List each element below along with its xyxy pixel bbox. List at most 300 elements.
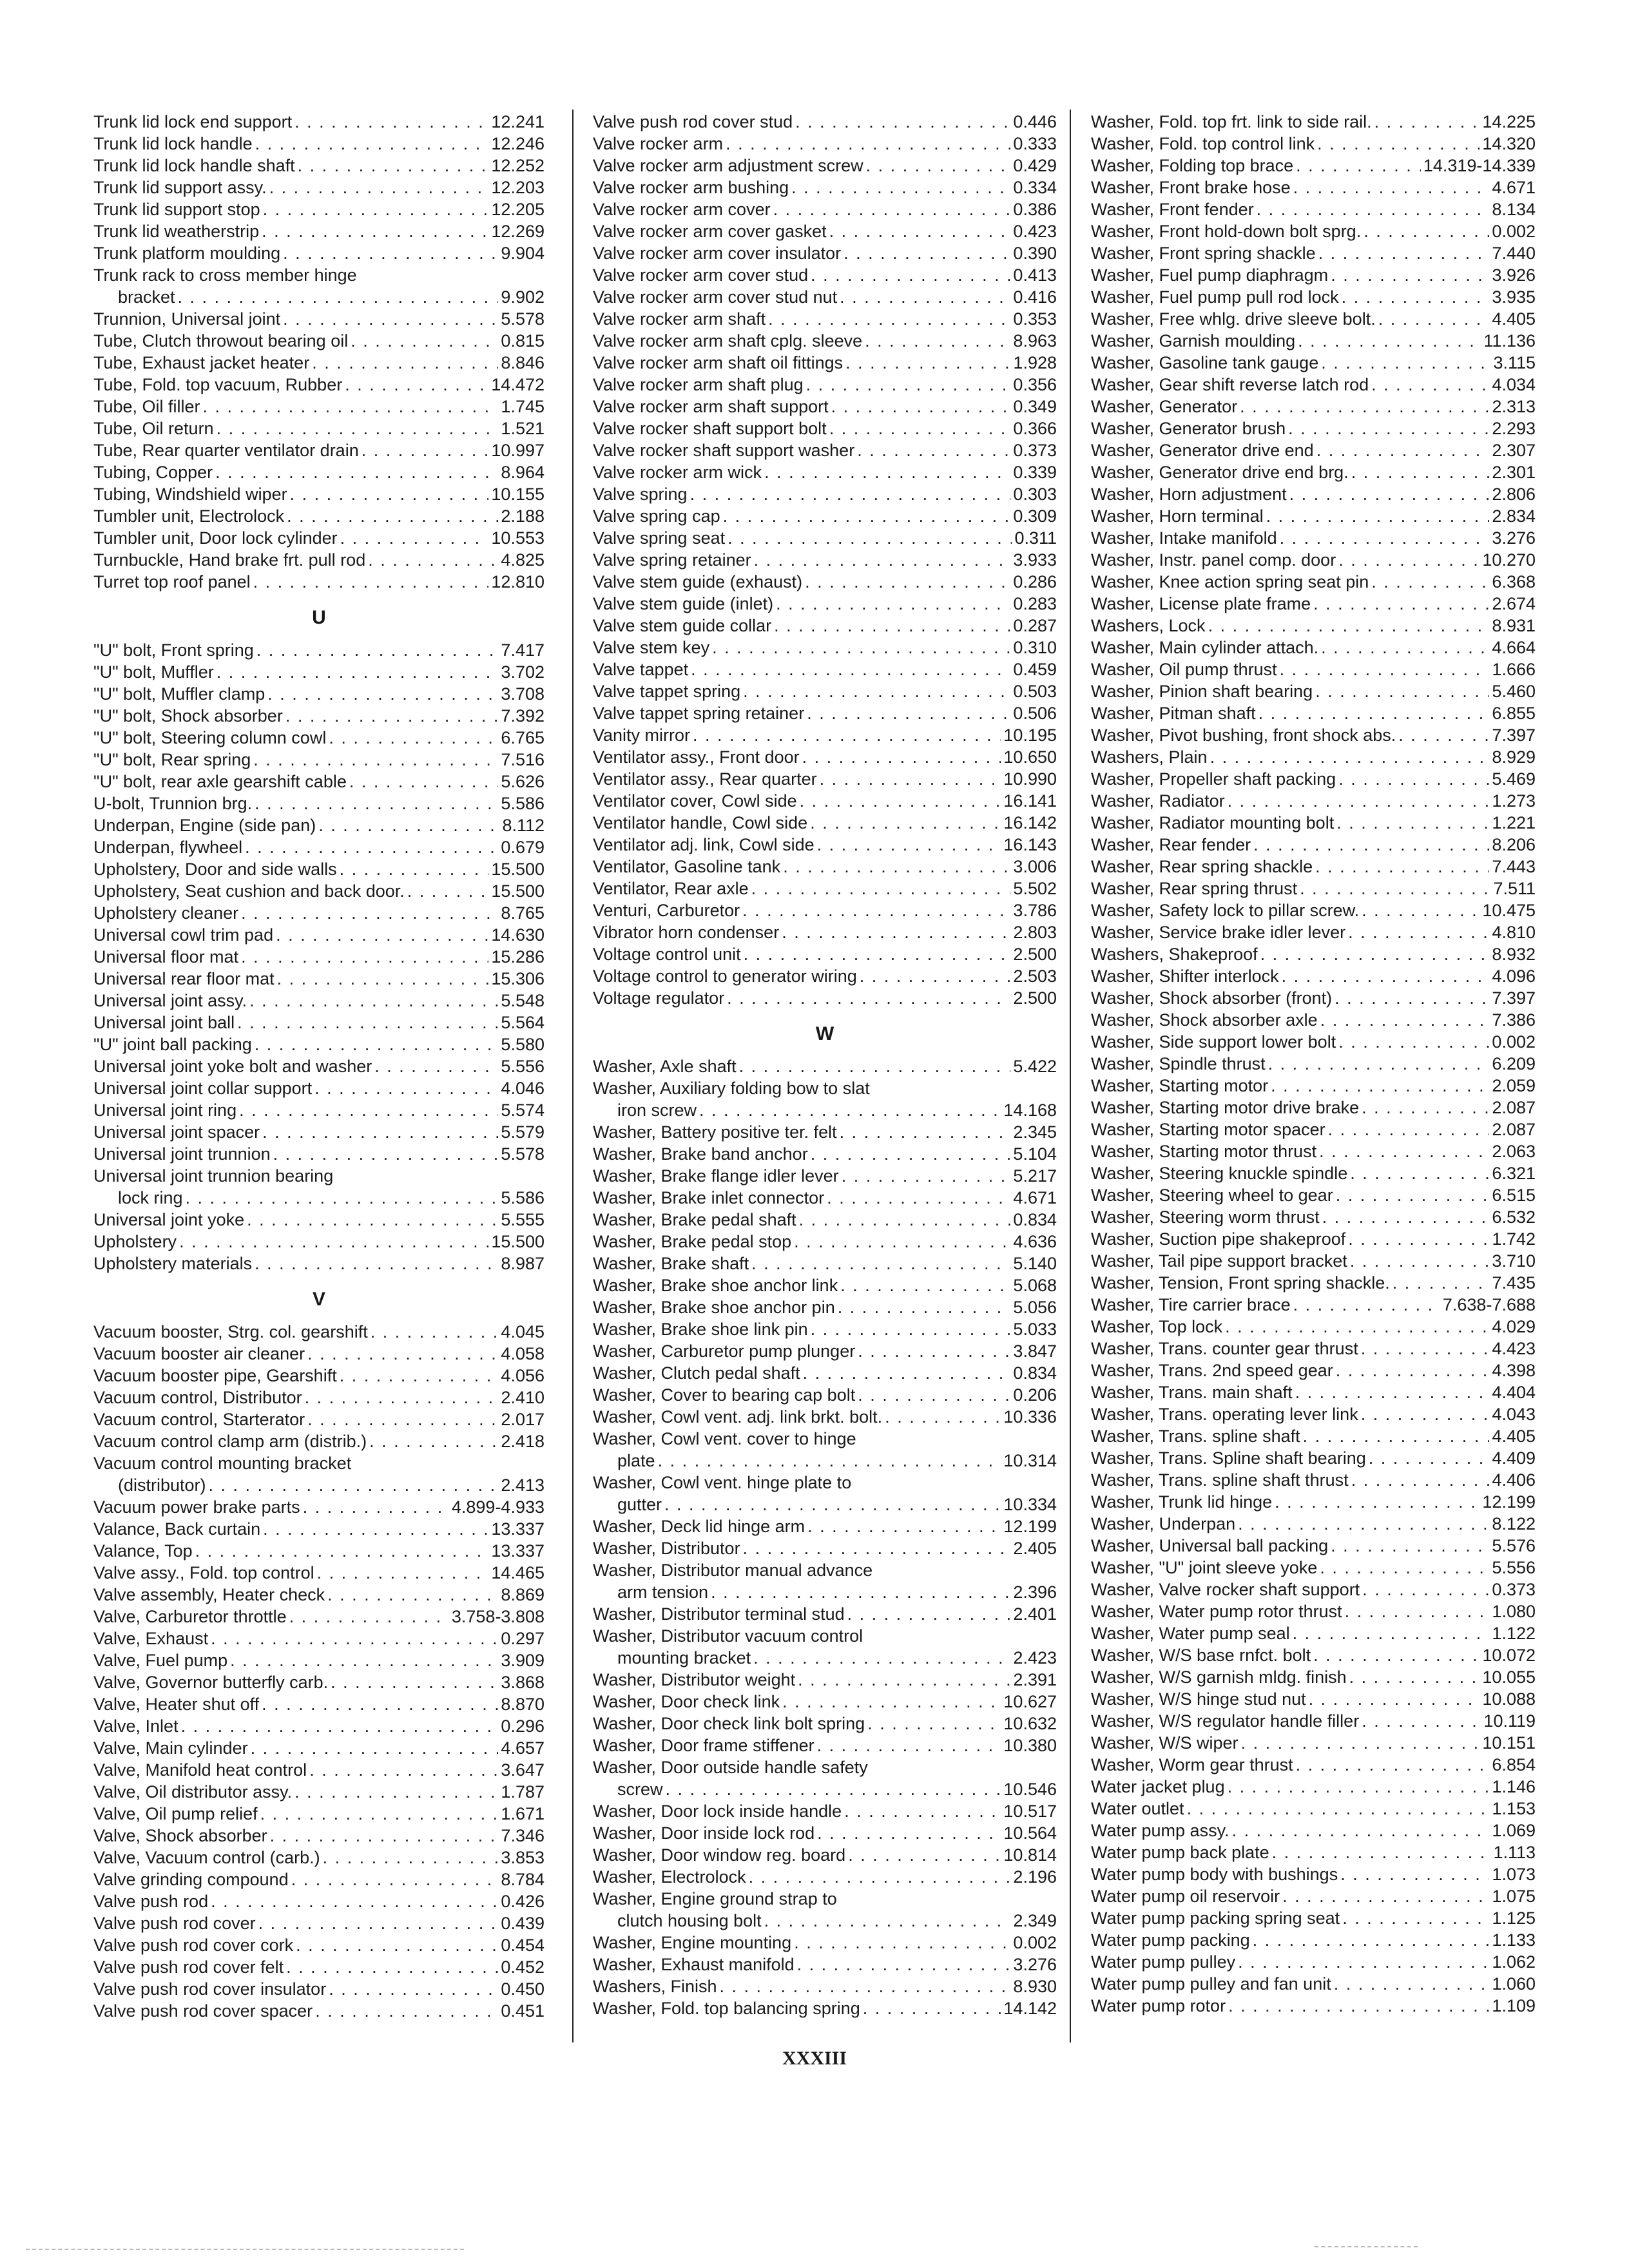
index-entry xyxy=(593,1187,1057,1209)
dot-leader xyxy=(1328,1119,1490,1140)
entry-name: Washer, Door window reg. board xyxy=(593,1845,846,1865)
dot-leader xyxy=(1335,987,1489,1009)
part-number: 0.429 xyxy=(1013,156,1057,175)
index-entry xyxy=(1091,1579,1536,1600)
part-number: 5.578 xyxy=(501,1144,545,1164)
part-number: 2.307 xyxy=(1492,441,1536,460)
dot-leader xyxy=(845,352,1010,374)
dot-leader xyxy=(658,1450,1001,1472)
index-entry-continued: Washer, Engine ground strap to xyxy=(593,1889,837,1908)
dot-leader xyxy=(1318,242,1490,264)
part-number: 14.472 xyxy=(491,375,545,394)
dot-leader xyxy=(1315,680,1489,702)
entry-name: Voltage regulator xyxy=(593,988,725,1008)
part-number: 5.556 xyxy=(1492,1558,1536,1577)
part-number: 0.333 xyxy=(1013,134,1057,153)
index-entry xyxy=(1091,1688,1536,1710)
index-entry xyxy=(593,987,1057,1009)
part-number: 15.306 xyxy=(491,969,545,988)
entry-name: Valve, Heater shut off xyxy=(93,1695,260,1714)
dot-leader xyxy=(303,1496,449,1518)
part-number: 2.500 xyxy=(1013,945,1057,964)
entry-name: Vacuum control, Starterator xyxy=(93,1410,305,1429)
entry-name: Washer, Shifter interlock xyxy=(1091,966,1279,986)
index-entry xyxy=(1091,155,1536,177)
entry-name: Washer, Brake shoe anchor link xyxy=(593,1276,838,1295)
part-number: 6.765 xyxy=(501,728,545,747)
entry-name: Washer, Trans. spline shaft thrust xyxy=(1091,1470,1349,1490)
entry-name: Vacuum control clamp arm (distrib.) xyxy=(93,1432,367,1451)
dot-leader xyxy=(820,768,1001,790)
part-number: 4.406 xyxy=(1492,1470,1536,1490)
dot-leader xyxy=(773,198,1011,220)
dot-leader xyxy=(728,527,1012,549)
part-number: 7.417 xyxy=(501,640,545,660)
dot-leader xyxy=(805,571,1010,593)
part-number: 14.319-14.339 xyxy=(1423,156,1536,175)
index-entry xyxy=(1091,680,1536,702)
part-number: 6.532 xyxy=(1492,1207,1536,1227)
index-entry xyxy=(1091,1841,1536,1863)
part-number: 16.142 xyxy=(1003,813,1057,832)
entry-name: "U" joint ball packing xyxy=(93,1035,252,1054)
part-number: 10.553 xyxy=(491,528,545,548)
index-entry xyxy=(93,1099,545,1121)
dot-leader xyxy=(799,1209,1011,1231)
dot-leader xyxy=(361,439,489,461)
entry-name: Washer, Radiator mounting bolt xyxy=(1091,813,1335,832)
index-entry xyxy=(93,1649,545,1671)
part-number: 3.276 xyxy=(1492,528,1536,548)
dot-leader xyxy=(287,505,498,527)
entry-name: Washer, Shock absorber (front) xyxy=(1091,988,1333,1008)
part-number: 1.069 xyxy=(1492,1821,1536,1840)
index-entry xyxy=(1091,1294,1536,1316)
part-number: 0.679 xyxy=(501,838,545,857)
part-number: 7.435 xyxy=(1492,1273,1536,1293)
entry-name: Valve push rod cover cork xyxy=(93,1936,294,1955)
dot-leader xyxy=(1336,812,1489,834)
index-entry xyxy=(1091,571,1536,593)
part-number: 7.397 xyxy=(1492,726,1536,745)
dot-leader xyxy=(276,924,488,946)
dot-leader xyxy=(273,1143,499,1165)
entry-name: Ventilator cover, Cowl side xyxy=(593,791,797,811)
dot-leader xyxy=(1331,264,1489,286)
index-entry xyxy=(93,1343,545,1365)
part-number: 2.418 xyxy=(501,1432,545,1451)
part-number: 0.356 xyxy=(1013,375,1057,394)
part-number: 5.502 xyxy=(1013,879,1057,898)
part-number: 0.426 xyxy=(501,1892,545,1911)
part-number: 8.765 xyxy=(501,903,545,923)
dot-leader xyxy=(840,286,1010,308)
entry-name: Upholstery, Door and side walls xyxy=(93,860,337,879)
part-number: 0.334 xyxy=(1013,178,1057,197)
part-number: 1.521 xyxy=(501,419,545,438)
entry-name: Water pump packing spring seat xyxy=(1091,1908,1340,1928)
dot-leader xyxy=(211,1890,498,1912)
part-number: 2.401 xyxy=(1013,1604,1057,1624)
part-number: 8.930 xyxy=(1013,1977,1057,1996)
index-entry xyxy=(1091,1973,1536,1995)
entry-name: Washer, Folding top brace xyxy=(1091,156,1294,175)
index-entry xyxy=(1091,1644,1536,1666)
dot-leader xyxy=(1362,1579,1489,1600)
index-entry xyxy=(593,461,1057,483)
dot-leader xyxy=(1296,1754,1490,1776)
dot-leader xyxy=(290,483,489,505)
dot-leader xyxy=(1313,593,1489,615)
part-number: 10.155 xyxy=(491,485,545,504)
entry-name: Washer, Trans. 2nd speed gear xyxy=(1091,1361,1333,1380)
index-entry xyxy=(93,483,545,505)
index-entry xyxy=(93,1055,545,1077)
entry-name: Washer, Valve rocker shaft support xyxy=(1091,1580,1360,1599)
dot-leader xyxy=(298,155,489,177)
part-number: 14.168 xyxy=(1003,1100,1057,1120)
dot-leader xyxy=(317,1562,489,1584)
index-entry xyxy=(1091,1447,1536,1469)
part-number: 2.059 xyxy=(1492,1076,1536,1095)
entry-name: Washer, Trans. operating lever link xyxy=(1091,1405,1358,1424)
part-number: 0.310 xyxy=(1013,638,1057,657)
dot-leader xyxy=(753,1647,1010,1669)
part-number: 3.006 xyxy=(1013,857,1057,876)
dot-leader xyxy=(726,133,1010,155)
entry-name: Valve, Main cylinder xyxy=(93,1738,248,1758)
entry-name: Valve rocker arm shaft plug xyxy=(593,375,804,394)
index-entry xyxy=(1091,1228,1536,1250)
entry-name: Vacuum power brake parts xyxy=(93,1497,300,1517)
dot-leader xyxy=(283,242,498,264)
dot-leader xyxy=(807,702,1010,724)
entry-name: Washer, Door check link xyxy=(593,1692,780,1711)
index-entry xyxy=(93,771,545,793)
index-entry xyxy=(593,965,1057,987)
part-number: 5.068 xyxy=(1013,1276,1057,1295)
dot-leader xyxy=(764,461,1010,483)
index-entry xyxy=(1091,746,1536,768)
index-entry xyxy=(1091,1776,1536,1798)
entry-name: Vanity mirror xyxy=(593,726,691,745)
dot-leader xyxy=(1331,1535,1489,1557)
dot-leader xyxy=(1320,1009,1490,1031)
part-number: 0.206 xyxy=(1013,1385,1057,1405)
entry-name: Washer, Brake pedal shaft xyxy=(593,1210,796,1229)
index-entry xyxy=(593,593,1057,615)
index-entry xyxy=(93,418,545,439)
entry-name: Washer, Rear fender xyxy=(1091,835,1251,854)
part-number: 5.555 xyxy=(501,1210,545,1229)
entry-name: Valve rocker arm shaft support xyxy=(593,397,829,416)
entry-name: Washer, Door frame stiffener xyxy=(593,1736,815,1755)
part-number: 1.745 xyxy=(501,397,545,416)
entry-name: Washer, W/S regulator handle filler xyxy=(1091,1711,1360,1731)
index-entry xyxy=(93,1956,545,1978)
dot-leader xyxy=(1334,1973,1490,1995)
index-entry xyxy=(93,571,545,593)
part-number: 10.270 xyxy=(1482,550,1536,570)
dot-leader xyxy=(255,1033,499,1055)
index-entry xyxy=(1091,1863,1536,1885)
part-number: 0.286 xyxy=(1013,572,1057,591)
dot-leader xyxy=(263,1518,488,1540)
dot-leader xyxy=(263,198,489,220)
entry-name: Vacuum booster, Strg. col. gearshift xyxy=(93,1322,368,1341)
index-entry xyxy=(93,1121,545,1143)
entry-name: Washer, Steering knuckle spindle xyxy=(1091,1164,1348,1183)
entry-name: Valve, Vacuum control (carb.) xyxy=(93,1848,320,1867)
dot-leader xyxy=(817,1735,1001,1756)
dot-leader xyxy=(1282,965,1490,987)
entry-name: Washer, Side support lower bolt xyxy=(1091,1032,1336,1052)
dot-leader xyxy=(840,1121,1011,1143)
index-entry xyxy=(1091,1754,1536,1776)
dot-leader xyxy=(885,1406,1001,1428)
entry-name: iron screw xyxy=(617,1100,697,1120)
dot-leader xyxy=(831,396,1011,418)
index-entry-continued: Washer, Distributor manual advance xyxy=(593,1561,873,1580)
index-entry xyxy=(593,680,1057,702)
index-entry xyxy=(1091,1798,1536,1820)
part-number: 0.446 xyxy=(1013,112,1057,131)
part-number: 1.075 xyxy=(1492,1887,1536,1906)
index-entry xyxy=(593,834,1057,856)
entry-name: Water jacket plug xyxy=(1091,1777,1225,1796)
entry-name: Washer, Propeller shaft packing xyxy=(1091,769,1336,789)
index-entry xyxy=(1091,1338,1536,1360)
part-number: 3.933 xyxy=(1013,550,1057,570)
dot-leader xyxy=(802,746,1001,768)
dot-leader xyxy=(209,1474,499,1496)
dot-leader xyxy=(838,1296,1011,1318)
dot-leader xyxy=(371,1321,499,1343)
dot-leader xyxy=(294,1781,498,1803)
dot-leader xyxy=(699,1099,1001,1121)
dot-leader xyxy=(1362,899,1480,921)
index-entry xyxy=(1091,1710,1536,1732)
index-entry xyxy=(593,1691,1057,1713)
part-number: 2.674 xyxy=(1492,594,1536,613)
dot-leader xyxy=(800,790,1001,812)
index-entry xyxy=(93,1847,545,1869)
part-number: 8.869 xyxy=(501,1585,545,1604)
index-entry xyxy=(1091,549,1536,571)
index-entry xyxy=(93,836,545,858)
index-entry xyxy=(93,1496,545,1518)
index-entry xyxy=(1091,1381,1536,1403)
index-entry xyxy=(593,483,1057,505)
part-number: 15.500 xyxy=(491,860,545,879)
part-number: 0.349 xyxy=(1013,397,1057,416)
entry-name: Valve assy., Fold. top control xyxy=(93,1563,314,1582)
index-entry xyxy=(93,1430,545,1452)
dot-leader xyxy=(217,418,499,439)
index-entry xyxy=(93,880,545,902)
part-number: 2.063 xyxy=(1492,1142,1536,1161)
index-entry-continued: Vacuum control mounting bracket xyxy=(93,1454,352,1473)
dot-leader xyxy=(1280,527,1490,549)
dot-leader xyxy=(1208,615,1490,637)
entry-name: Universal joint yoke bolt and washer xyxy=(93,1057,372,1076)
index-entry xyxy=(1091,1995,1536,2017)
entry-name: Valve spring xyxy=(593,485,688,504)
part-number: 7.440 xyxy=(1492,244,1536,263)
section-letter-heading: W xyxy=(815,1023,834,1044)
dot-leader xyxy=(795,111,1010,133)
entry-name: Trunk lid lock end support xyxy=(93,112,293,131)
index-entry xyxy=(93,286,545,308)
index-entry xyxy=(593,1954,1057,1975)
entry-name: Washer, Shock absorber axle xyxy=(1091,1010,1318,1030)
part-number: 2.196 xyxy=(1013,1867,1057,1887)
index-entry xyxy=(93,1737,545,1759)
dot-leader xyxy=(1317,133,1480,155)
dot-leader xyxy=(810,812,1001,834)
entry-name: Universal joint ring xyxy=(93,1100,237,1120)
part-number: 4.409 xyxy=(1492,1448,1536,1468)
part-number: 2.293 xyxy=(1492,419,1536,438)
entry-name: Washers, Shakeproof xyxy=(1091,945,1258,964)
index-entry xyxy=(1091,987,1536,1009)
dot-leader xyxy=(245,836,498,858)
index-entry xyxy=(93,858,545,880)
entry-name: Washer, Brake inlet connector xyxy=(593,1188,825,1207)
index-entry xyxy=(593,658,1057,680)
part-number: 14.142 xyxy=(1003,1999,1057,2018)
index-entry xyxy=(93,155,545,177)
dot-leader xyxy=(283,308,498,330)
dot-leader xyxy=(865,330,1010,352)
index-entry xyxy=(1091,724,1536,746)
entry-name: Washer, Electrolock xyxy=(593,1867,746,1887)
entry-name: bracket xyxy=(118,287,175,307)
index-entry xyxy=(1091,111,1536,133)
dot-leader xyxy=(215,461,498,483)
entry-name: Valve rocker arm shaft cplg. sleeve xyxy=(593,331,863,351)
entry-name: Washer, Exhaust manifold xyxy=(593,1955,795,1974)
entry-name: Valve push rod cover felt xyxy=(93,1957,284,1977)
entry-name: Water outlet xyxy=(1091,1799,1184,1818)
dot-leader xyxy=(1238,1513,1489,1535)
index-entry xyxy=(1091,1929,1536,1951)
index-entry xyxy=(593,1296,1057,1318)
part-number: 6.209 xyxy=(1492,1054,1536,1073)
index-entry xyxy=(1091,1316,1536,1338)
dot-leader xyxy=(803,1362,1011,1384)
part-number: 5.586 xyxy=(501,794,545,813)
dot-leader xyxy=(269,177,489,198)
part-number: 3.758-3.808 xyxy=(451,1607,545,1626)
index-entry xyxy=(593,1274,1057,1296)
dot-leader xyxy=(1282,1885,1489,1907)
entry-name: Washers, Lock xyxy=(1091,616,1206,635)
part-number: 0.454 xyxy=(501,1936,545,1955)
index-entry xyxy=(93,198,545,220)
dot-leader xyxy=(798,1669,1010,1691)
dot-leader xyxy=(267,683,498,705)
part-number: 0.002 xyxy=(1013,1933,1057,1952)
part-number: 1.113 xyxy=(1493,1843,1536,1862)
index-entry-continued: Washer, Door outside handle safety xyxy=(593,1758,868,1777)
index-entry xyxy=(593,418,1057,439)
dot-leader xyxy=(1364,220,1489,242)
part-number: 16.143 xyxy=(1003,835,1057,854)
dot-leader xyxy=(690,483,1011,505)
index-entry xyxy=(93,242,545,264)
dot-leader xyxy=(270,1825,499,1847)
dot-leader xyxy=(840,1274,1010,1296)
index-entry xyxy=(93,946,545,968)
index-entry xyxy=(593,1713,1057,1735)
index-entry xyxy=(1091,352,1536,374)
entry-name: Valve rocker arm cover gasket xyxy=(593,222,827,241)
entry-name: "U" bolt, Front spring xyxy=(93,640,254,660)
part-number: 8.112 xyxy=(502,816,545,835)
part-number: 5.574 xyxy=(501,1100,545,1120)
part-number: 5.579 xyxy=(501,1122,545,1142)
index-entry xyxy=(93,396,545,418)
dot-leader xyxy=(858,1340,1010,1362)
index-entry xyxy=(593,1165,1057,1187)
index-entry xyxy=(1091,1031,1536,1053)
dot-leader xyxy=(253,571,489,593)
dot-leader xyxy=(783,856,1010,878)
dot-leader xyxy=(749,1866,1011,1888)
part-number: 10.632 xyxy=(1003,1714,1057,1733)
entry-name: clutch housing bolt xyxy=(617,1911,762,1930)
part-number: 0.390 xyxy=(1013,244,1057,263)
dot-leader xyxy=(1266,505,1490,527)
dot-leader xyxy=(239,1099,498,1121)
dot-leader xyxy=(237,1012,498,1033)
index-entry xyxy=(93,1825,545,1847)
entry-name: Washer, Starting motor drive brake xyxy=(1091,1098,1360,1117)
entry-name: Washer, Pivot bushing, front shock abs. xyxy=(1091,726,1396,745)
dot-leader xyxy=(1316,439,1490,461)
dot-leader xyxy=(1371,571,1489,593)
part-number: 10.517 xyxy=(1003,1802,1057,1821)
dot-leader xyxy=(843,242,1010,264)
index-entry xyxy=(593,198,1057,220)
entry-name: Valve tappet spring xyxy=(593,682,741,701)
entry-name: Washer, Brake shaft xyxy=(593,1254,749,1273)
part-number: 3.786 xyxy=(1013,901,1057,920)
entry-name: "U" bolt, Muffler clamp xyxy=(93,684,265,704)
index-entry xyxy=(1091,439,1536,461)
part-number: 10.814 xyxy=(1003,1845,1057,1865)
entry-name: Washer, Front fender xyxy=(1091,200,1254,219)
entry-name: Universal joint spacer xyxy=(93,1122,260,1142)
index-entry xyxy=(93,1584,545,1606)
dot-leader xyxy=(817,834,1001,856)
part-number: 9.904 xyxy=(501,244,545,263)
index-entry xyxy=(1091,615,1536,637)
index-entry xyxy=(1091,965,1536,987)
part-number: 2.500 xyxy=(1013,988,1057,1008)
entry-name: Washer, Free whlg. drive sleeve bolt. xyxy=(1091,309,1376,329)
index-entry xyxy=(593,943,1057,965)
entry-name: Valve rocker arm cover xyxy=(593,200,771,219)
entry-name: Washers, Finish xyxy=(593,1977,717,1996)
entry-name: Tube, Rear quarter ventilator drain xyxy=(93,441,359,460)
part-number: 13.337 xyxy=(491,1519,545,1539)
entry-name: Washer, Carburetor pump plunger xyxy=(593,1341,856,1361)
part-number: 0.386 xyxy=(1013,200,1057,219)
dot-leader xyxy=(782,1691,1001,1713)
dot-leader xyxy=(1351,461,1490,483)
